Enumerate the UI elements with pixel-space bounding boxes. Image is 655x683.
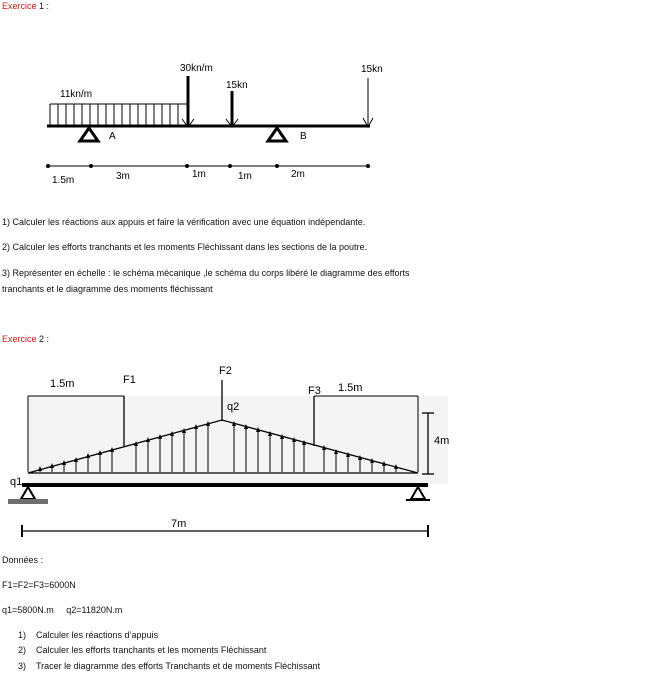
dimension-line-1	[46, 164, 370, 168]
exercise2-heading-num: 2 :	[36, 334, 50, 344]
exercise1-heading-word: Exercice	[2, 1, 37, 11]
dim-label-4: 1m	[238, 171, 252, 182]
label-dim-left: 1.5m	[50, 378, 75, 390]
beam-diagram-1	[0, 0, 655, 200]
dim-label-2: 3m	[116, 171, 130, 182]
support-b-icon	[268, 128, 286, 141]
list-item-text: Calculer les réactions d’appuis	[36, 630, 159, 640]
data-forces: F1=F2=F3=6000N	[2, 580, 76, 590]
question-3-line1: 3) Représenter en échelle : le schéma mécanique ,le schéma du corps libéré le diagramme des efforts	[2, 268, 410, 278]
label-11kn: 11kn/m	[60, 89, 93, 100]
label-q2: q2	[227, 401, 240, 413]
dim-label-1: 1.5m	[52, 175, 75, 186]
list-item	[18, 630, 158, 640]
label-height: 4m	[434, 435, 450, 447]
label-30kn: 30kn/m	[180, 63, 213, 74]
label-support-a: A	[109, 131, 116, 142]
label-f1: F1	[123, 374, 136, 386]
label-f2: F2	[219, 365, 232, 377]
exercise2-heading	[2, 334, 49, 344]
list-item-number: 1)	[18, 630, 27, 640]
label-dim-right: 1.5m	[338, 382, 363, 394]
question-2: 2) Calculer les efforts tranchants et les moments Fléchissant dans les sections de la poutre.	[2, 242, 368, 252]
list-item-text: Tracer le diagramme des efforts Tranchants et de moments Fléchissant	[36, 661, 321, 671]
span-dimension	[22, 525, 428, 537]
label-15kn-a: 15kn	[226, 80, 248, 91]
exercise2-heading-word: Exercice	[2, 334, 37, 344]
support-right-icon	[406, 487, 430, 500]
list-item-number: 3)	[18, 661, 27, 671]
question-3-line2: tranchants et le diagramme des moments fléchissant	[2, 284, 213, 294]
label-f3: F3	[308, 385, 321, 397]
beam-diagram-2	[0, 350, 655, 540]
data-loads: q1=5800N.m q2=11820N.m	[2, 605, 123, 615]
support-a-icon	[80, 128, 98, 141]
label-15kn-b: 15kn	[361, 64, 383, 75]
dim-label-5: 2m	[291, 169, 305, 180]
question-1: 1) Calculer les réactions aux appuis et faire la vérification avec une équation indépendante.	[2, 217, 366, 227]
list-item	[18, 645, 266, 655]
donnees-title: Données :	[2, 555, 44, 565]
list-item	[18, 661, 320, 671]
list-item-number: 2)	[18, 645, 27, 655]
label-span: 7m	[171, 518, 187, 530]
label-support-b: B	[300, 131, 307, 142]
exercise1-heading-num: 1 :	[36, 1, 50, 11]
label-q1: q1	[10, 476, 23, 488]
list-item-text: Calculer les efforts tranchants et les moments Fléchissant	[36, 645, 267, 655]
dim-label-3: 1m	[192, 169, 206, 180]
distributed-load	[50, 104, 188, 126]
support-left-icon	[8, 487, 48, 504]
